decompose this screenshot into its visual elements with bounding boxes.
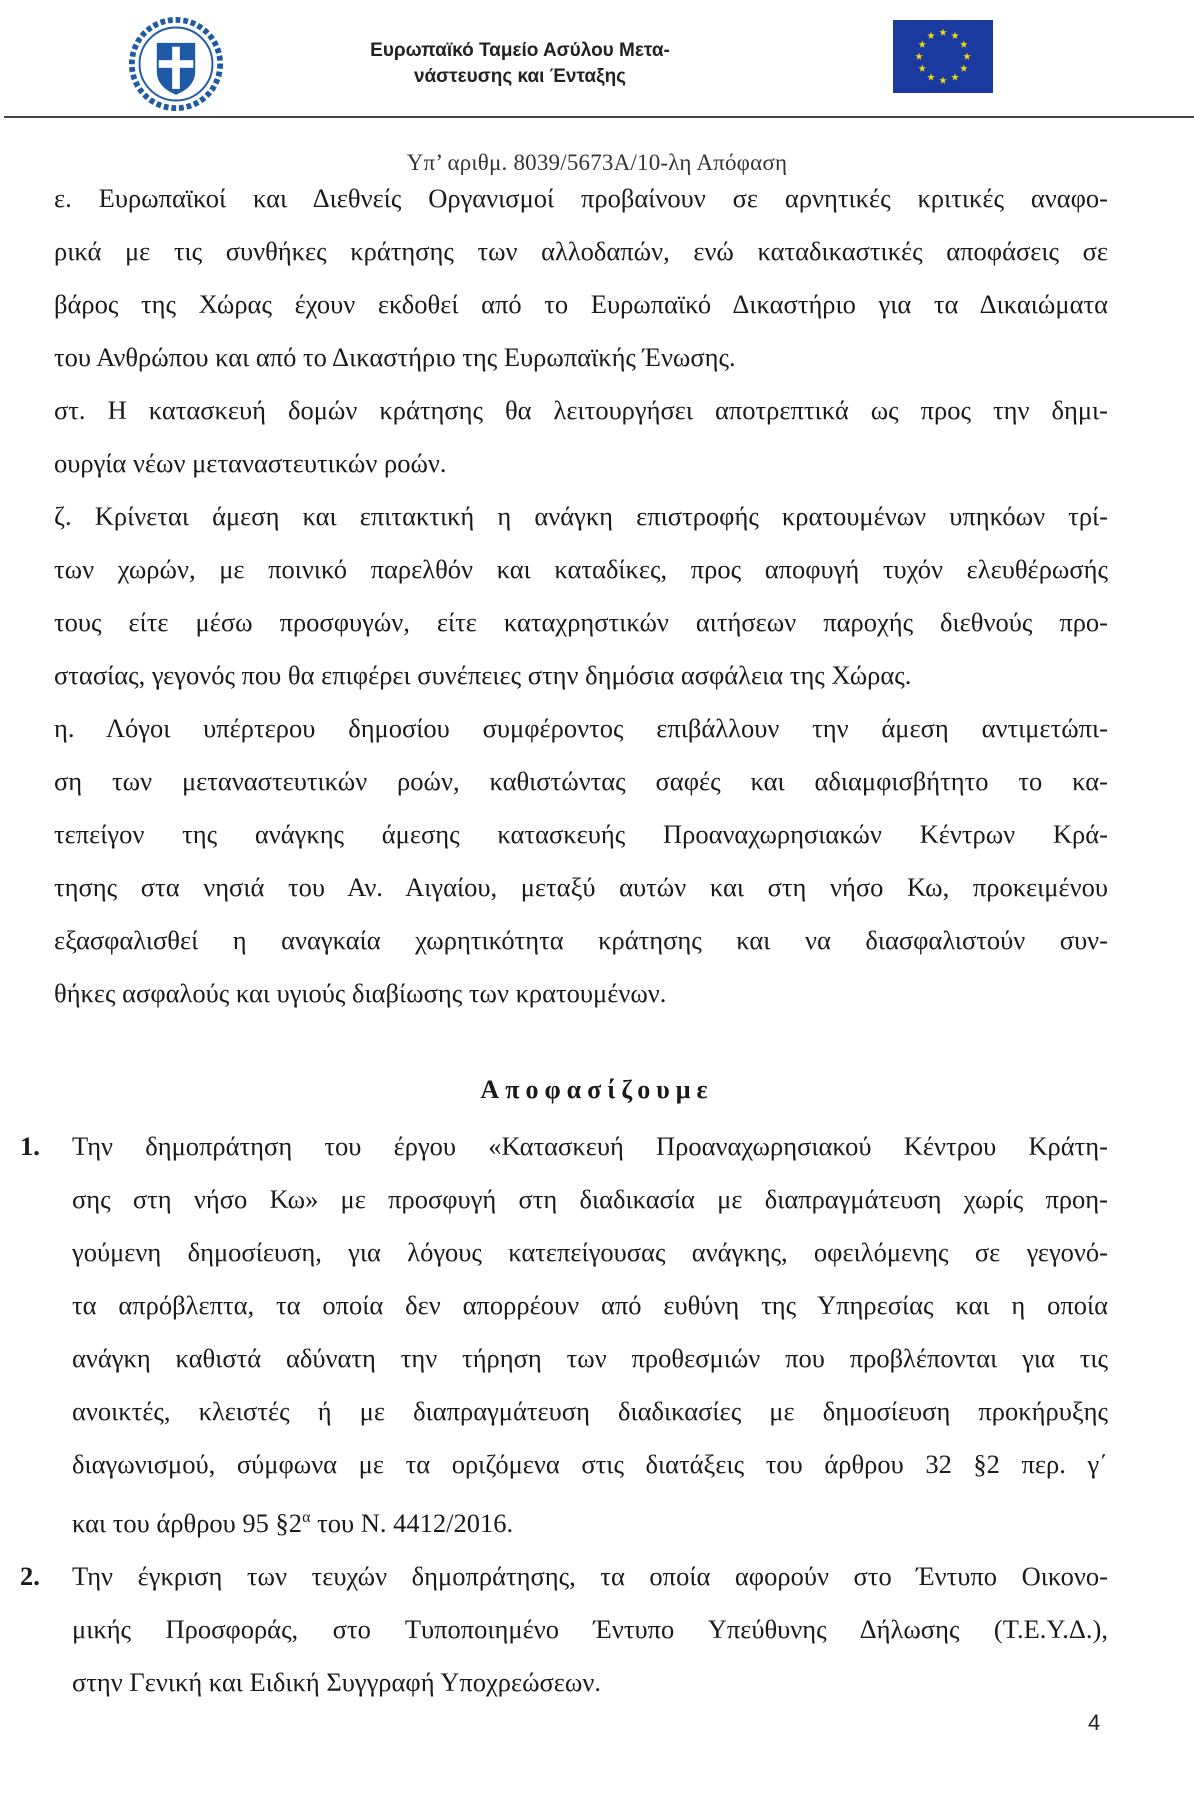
text-line: και του άρθρου 95 $\S 2^\alpha$ του Ν. 4412/2016.: [72, 1507, 514, 1538]
text-line: ζ. Κρίνεται άμεση και επιτακτική η ανάγκη επιστροφής κρατουμένων υπηκόων τρί-: [54, 501, 1108, 531]
text-line: τους είτε μέσω προσφυγών, είτε καταχρηστικών αιτήσεων παροχής διεθνούς προ-: [54, 607, 1108, 637]
text-line: ση των μεταναστευτικών ροών, καθιστώντας σαφές και αδιαμφισβήτητο το κα-: [54, 766, 1108, 796]
decision-item-2: [14, 1550, 1108, 1709]
text-line: ανοικτές, κλειστές ή με διαπραγμάτευση διαδικασίες με δημοσίευση προκήρυξης: [72, 1396, 1108, 1426]
fund-title-line-2: νάστευσης και Ένταξης: [413, 66, 627, 87]
decision-heading: Αποφασίζουμε: [480, 1075, 714, 1104]
text-line: μικής Προσφοράς, στο Τυποποιημένο Έντυπο Υπεύθυνης Δήλωσης (Τ.Ε.Υ.Δ.),: [72, 1613, 1108, 1644]
page-header: [0, 0, 1194, 118]
fund-title: [340, 38, 700, 90]
eu-flag-icon: [893, 20, 993, 93]
paragraph-e: [54, 172, 1108, 384]
decision-number: 1.: [20, 1131, 40, 1161]
decision-number: 2.: [20, 1560, 40, 1591]
text-line: η. Λόγοι υπέρτερου δημοσίου συμφέροντος επιβάλλουν την άμεση αντιμετώπι-: [54, 713, 1108, 743]
text-line: ρικά με τις συνθήκες κράτησης των αλλοδαπών, ενώ καταδικαστικές αποφάσεις σε: [54, 236, 1108, 266]
text-line: ε. Ευρωπαϊκοί και Διεθνείς Οργανισμοί προβαίνουν σε αρνητικές κριτικές αναφο-: [54, 183, 1108, 213]
text-line: των χωρών, με ποινικό παρελθόν και καταδίκες, προς αποφυγή τυχόν ελευθέρωσής: [54, 554, 1108, 584]
text-line: τεπείγον της ανάγκης άμεσης κατασκευής Προαναχωρησιακών Κέντρων Κρά-: [54, 819, 1108, 849]
document-reference: Υπ’ αριθμ. 8039/5673Α/10-λη Απόφαση: [406, 150, 788, 175]
document-body: [54, 172, 1108, 1020]
text-line: του Ανθρώπου και από το Δικαστήριο της Ευρωπαϊκής Ένωσης.: [54, 342, 736, 372]
text-line: στ. Η κατασκευή δομών κράτησης θα λειτουργήσει αποτρεπτικά ως προς την δημι-: [54, 395, 1108, 425]
paragraph-i: [54, 702, 1108, 1020]
text-line: τησης στα νησιά του Αν. Αιγαίου, μεταξύ αυτών και στη νήσο Κω, προκειμένου: [54, 872, 1108, 902]
paragraph-st: [54, 384, 1108, 490]
paragraph-z: [54, 490, 1108, 702]
text-line: θήκες ασφαλούς και υγιούς διαβίωσης των κρατουμένων.: [54, 978, 667, 1008]
text-line: βάρος της Χώρας έχουν εκδοθεί από το Ευρωπαϊκό Δικαστήριο για τα Δικαιώματα: [54, 289, 1108, 319]
text-line: Την δημοπράτηση του έργου «Κατασκευή Προαναχωρησιακού Κέντρου Κράτη-: [72, 1131, 1108, 1161]
text-line: ανάγκη καθιστά αδύνατη την τήρηση των προθεσμιών που προβλέπονται για τις: [72, 1343, 1108, 1373]
decision-list: [14, 1120, 1108, 1709]
fund-title-line-1: Ευρωπαϊκό Ταμείο Ασύλου Μετα-: [370, 40, 670, 61]
text-line: στασίας, γεγονός που θα επιφέρει συνέπειες στην δημόσια ασφάλεια της Χώρας.: [54, 660, 912, 690]
text-line: στην Γενική και Ειδική Συγγραφή Υποχρεώσεων.: [72, 1666, 601, 1697]
text-line: ουργία νέων μεταναστευτικών ροών.: [54, 448, 447, 478]
text-line: σης στη νήσο Κω» με προσφυγή στη διαδικασία με διαπραγμάτευση χωρίς προη-: [72, 1184, 1108, 1214]
page-number: 4: [1088, 1710, 1101, 1735]
text-line: γούμενη δημοσίευση, για λόγους κατεπείγουσας ανάγκης, οφειλόμενης σε γεγονό-: [72, 1237, 1108, 1267]
text-line: διαγωνισμού, σύμφωνα με τα οριζόμενα στις διατάξεις του άρθρου 32 §2 περ. γ΄: [72, 1449, 1108, 1479]
text-line: εξασφαλισθεί η αναγκαία χωρητικότητα κράτησης και να διασφαλιστούν συν-: [54, 925, 1108, 955]
text-line: Την έγκριση των τευχών δημοπράτησης, τα οποία αφορούν στο Έντυπο Οικονο-: [72, 1560, 1108, 1591]
hellenic-republic-emblem-icon: [128, 16, 224, 112]
text-line: τα απρόβλεπτα, τα οποία δεν απορρέουν από ευθύνη της Υπηρεσίας και η οποία: [72, 1290, 1108, 1320]
header-divider: [4, 116, 1194, 118]
superscript: α: [302, 1509, 311, 1526]
decision-item-1: [14, 1120, 1108, 1550]
